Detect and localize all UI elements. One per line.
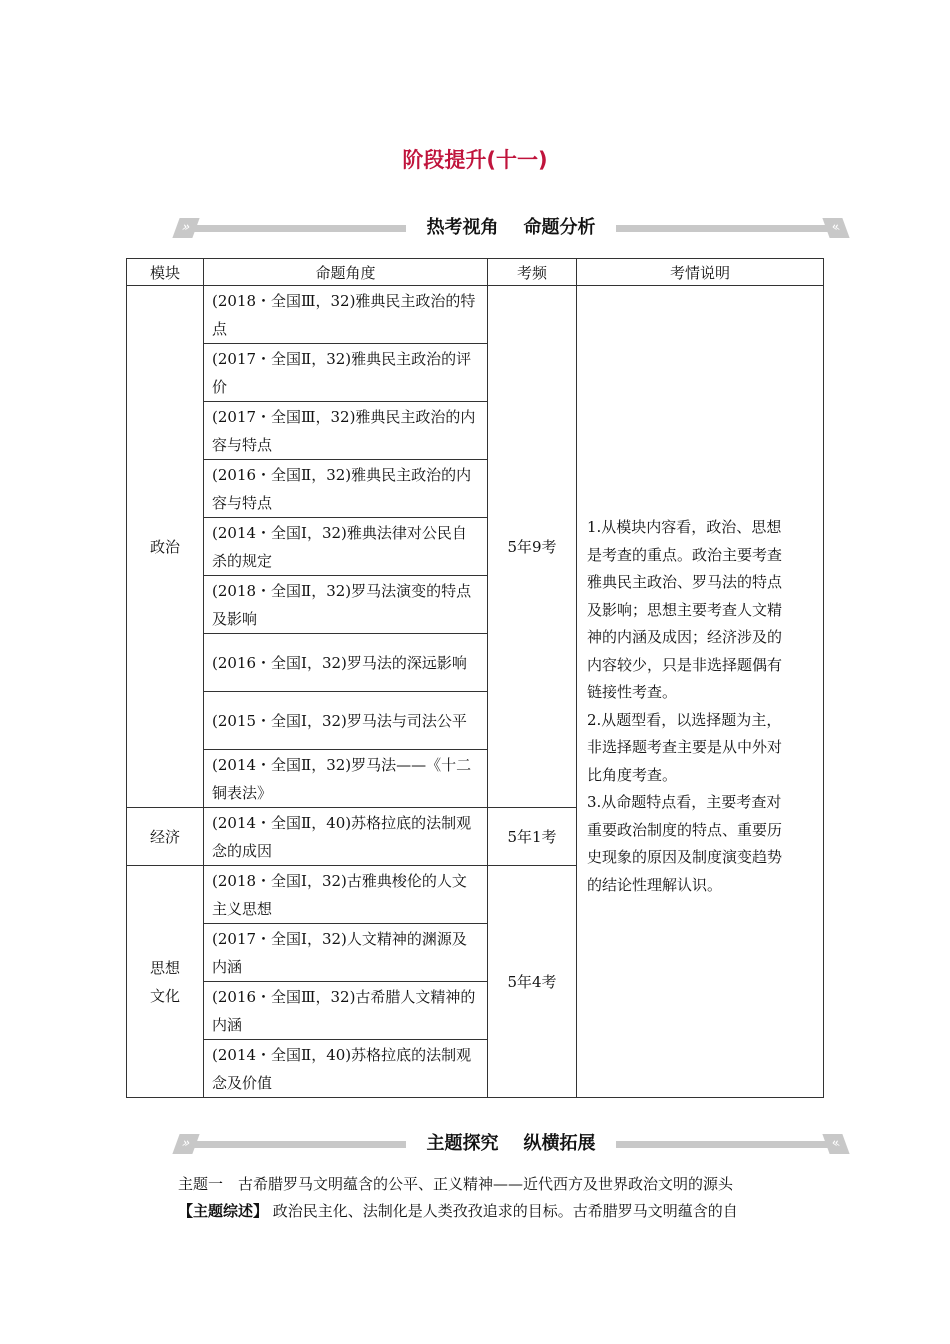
section-banner-analysis [176, 214, 846, 242]
double-chevron-left-icon: « [822, 218, 849, 238]
section-title: 主题探究 纵横拓展 [414, 1133, 607, 1154]
header-module: 模块 [127, 259, 204, 286]
angle-cell: (2014・全国Ⅰ，32)雅典法律对公民自杀的规定 [204, 518, 488, 576]
module-cell: 政治 [127, 286, 204, 808]
notes-line: 及影响；思想主要考查人文精 [587, 600, 783, 619]
angle-cell: (2017・全国Ⅲ，32)雅典民主政治的内容与特点 [204, 402, 488, 460]
module-cell [127, 866, 204, 1098]
notes-line: 重要政治制度的特点、重要历 [587, 820, 783, 839]
frequency-cell: 5年9考 [488, 286, 577, 808]
notes-line: 内容较少，只是非选择题偶有 [587, 655, 783, 674]
angle-cell: (2016・全国Ⅲ，32)古希腊人文精神的内涵 [204, 982, 488, 1040]
notes-cell [577, 286, 824, 1098]
notes-line: 3.从命题特点看，主要考查对 [587, 793, 782, 811]
notes-line: 是考查的重点。政治主要考查 [587, 545, 783, 564]
summary-text: 政治民主化、法制化是人类孜孜追求的目标。古希腊罗马文明蕴含的自 [272, 1202, 738, 1220]
notes-line: 2.从题型看，以选择题为主， [587, 710, 782, 729]
module-cell: 经济 [127, 808, 204, 866]
notes-line: 链接性考查。 [587, 683, 678, 701]
double-chevron-right-icon: » [172, 1134, 199, 1154]
header-notes: 考情说明 [577, 259, 824, 286]
module-label: 思想文化 [149, 958, 180, 1005]
theme-summary [178, 1200, 818, 1222]
angle-cell: (2017・全国Ⅰ，32)人文精神的渊源及内涵 [204, 924, 488, 982]
angle-cell: (2015・全国Ⅰ，32)罗马法与司法公平 [204, 692, 488, 750]
section-title: 热考视角 命题分析 [414, 217, 607, 238]
angle-cell: (2016・全国Ⅱ，32)雅典民主政治的内容与特点 [204, 460, 488, 518]
notes-line: 比角度考查。 [587, 765, 678, 784]
summary-label: 【主题综述】 [178, 1202, 269, 1220]
frequency-cell: 5年1考 [488, 808, 577, 866]
angle-cell: (2014・全国Ⅱ，40)苏格拉底的法制观念的成因 [204, 808, 488, 866]
theme-heading: 主题一 古希腊罗马文明蕴含的公平、正义精神——近代西方及世界政治文明的源头 [178, 1175, 734, 1193]
angle-cell: (2017・全国Ⅱ，32)雅典民主政治的评价 [204, 344, 488, 402]
angle-cell: (2014・全国Ⅱ，40)苏格拉底的法制观念及价值 [204, 1040, 488, 1098]
angle-cell: (2018・全国Ⅰ，32)古雅典梭伦的人文主义思想 [204, 866, 488, 924]
double-chevron-right-icon: » [172, 218, 199, 238]
section-banner-themes [176, 1130, 846, 1158]
notes-line: 神的内涵及成因；经济涉及的 [587, 628, 783, 646]
angle-cell: (2016・全国Ⅰ，32)罗马法的深远影响 [204, 634, 488, 692]
frequency-cell: 5年4考 [488, 866, 577, 1098]
notes-line: 非选择题考查主要是从中外对 [587, 738, 783, 756]
notes-line: 1.从模块内容看，政治、思想 [587, 518, 782, 536]
header-frequency: 考频 [488, 259, 577, 286]
header-angle: 命题角度 [204, 259, 488, 286]
double-chevron-left-icon: « [822, 1134, 849, 1154]
notes-text [587, 484, 813, 899]
angle-cell: (2018・全国Ⅱ，32)罗马法演变的特点及影响 [204, 576, 488, 634]
notes-line: 雅典民主政治、罗马法的特点 [587, 573, 783, 591]
exam-analysis-table [126, 258, 824, 1098]
notes-line: 史现象的原因及制度演变趋势 [587, 848, 783, 866]
angle-cell: (2018・全国Ⅲ，32)雅典民主政治的特点 [204, 286, 488, 344]
notes-line: 的结论性理解认识。 [587, 875, 723, 894]
angle-cell: (2014・全国Ⅱ，32)罗马法——《十二铜表法》 [204, 750, 488, 808]
page-title: 阶段提升(十一) [402, 148, 548, 172]
table-header-row [127, 259, 824, 286]
table-row [127, 286, 824, 344]
